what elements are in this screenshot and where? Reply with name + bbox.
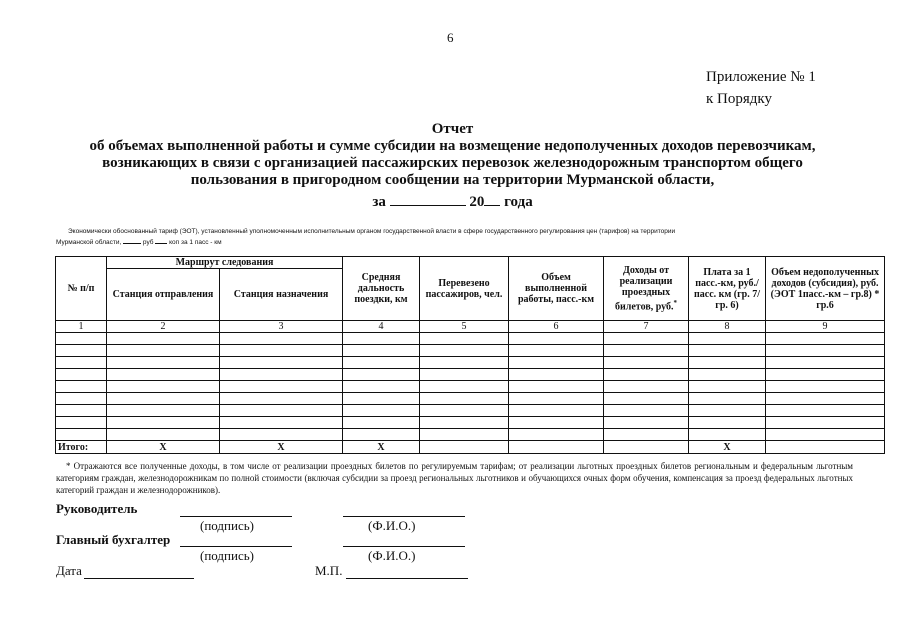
table-cell[interactable] (689, 393, 766, 405)
table-cell[interactable] (420, 381, 509, 393)
table-cell[interactable] (220, 393, 343, 405)
col-num-4: 4 (343, 321, 420, 333)
total-cell-5[interactable] (420, 441, 509, 454)
kop-blank[interactable] (155, 236, 167, 244)
header-station-from: Станция отправления (107, 269, 220, 321)
period-year-word: года (504, 194, 533, 210)
table-cell[interactable] (107, 333, 220, 345)
table-cell[interactable] (56, 345, 107, 357)
table-cell[interactable] (766, 369, 885, 381)
table-cell[interactable] (604, 333, 689, 345)
header-volume: Объем выполненной работы, пасс.-км (509, 257, 604, 321)
col-num-6: 6 (509, 321, 604, 333)
table-cell[interactable] (509, 417, 604, 429)
table-cell[interactable] (56, 381, 107, 393)
date-line[interactable] (84, 578, 194, 579)
table-cell[interactable] (220, 357, 343, 369)
date-label: Дата (56, 563, 82, 578)
table-cell[interactable] (604, 345, 689, 357)
annex-line-1: Приложение № 1 (706, 69, 816, 85)
accountant-name-caption: (Ф.И.О.) (368, 548, 416, 563)
table-cell[interactable] (604, 417, 689, 429)
table-cell[interactable] (689, 333, 766, 345)
table-cell[interactable] (766, 429, 885, 441)
annex-header (706, 66, 816, 110)
title-line-2: возникающих в связи с организацией пассажирских перевозок железнодорожным транспортом общего (102, 155, 803, 171)
title-line-3: пользования в пригородном сообщении на территории Мурманской области, (190, 172, 715, 188)
table-cell[interactable] (56, 393, 107, 405)
seal-line[interactable] (346, 578, 468, 579)
table-cell[interactable] (107, 345, 220, 357)
table-cell[interactable] (689, 381, 766, 393)
total-cell-3: Х (220, 441, 343, 454)
header-fee: Плата за 1 пасс.-км, руб./ пасс. км (гр. 7/гр. 6) (689, 257, 766, 321)
table-cell[interactable] (689, 357, 766, 369)
header-income (604, 257, 689, 321)
table-cell[interactable] (604, 429, 689, 441)
total-row (56, 441, 885, 454)
table-cell[interactable] (107, 417, 220, 429)
table-cell[interactable] (107, 357, 220, 369)
table-row (56, 417, 885, 429)
director-label: Руководитель (56, 501, 138, 516)
table-cell[interactable] (689, 429, 766, 441)
report-table (55, 256, 885, 454)
accountant-signature-line[interactable] (180, 546, 292, 547)
table-cell[interactable] (689, 405, 766, 417)
table-cell[interactable] (509, 333, 604, 345)
table-cell[interactable] (420, 333, 509, 345)
eot-note (56, 227, 846, 247)
table-cell[interactable] (509, 381, 604, 393)
table-row (56, 357, 885, 369)
table-cell[interactable] (689, 345, 766, 357)
table-cell[interactable] (220, 381, 343, 393)
table-row (56, 333, 885, 345)
total-cell-4: Х (343, 441, 420, 454)
table-cell[interactable] (604, 405, 689, 417)
period-za: за (372, 194, 386, 210)
col-num-8: 8 (689, 321, 766, 333)
table-cell[interactable] (220, 429, 343, 441)
table-row (56, 393, 885, 405)
table-cell[interactable] (420, 429, 509, 441)
title-period (0, 192, 905, 211)
table-cell[interactable] (56, 417, 107, 429)
header-income-mark: * (673, 298, 678, 307)
director-name-line[interactable] (343, 516, 465, 517)
table-cell[interactable] (107, 381, 220, 393)
table-cell[interactable] (420, 405, 509, 417)
table-cell[interactable] (689, 369, 766, 381)
table-row (56, 345, 885, 357)
header-num: № п/п (56, 257, 107, 321)
table-cell[interactable] (509, 429, 604, 441)
col-num-1: 1 (56, 321, 107, 333)
year-blank[interactable] (484, 192, 500, 206)
table-cell[interactable] (56, 369, 107, 381)
title-word: Отчет (431, 121, 474, 137)
col-num-2: 2 (107, 321, 220, 333)
header-passengers: Перевезено пассажиров, чел. (420, 257, 509, 321)
eot-kop: коп за 1 пасс - км (169, 239, 222, 246)
eot-rub: руб (142, 239, 154, 246)
table-cell[interactable] (509, 369, 604, 381)
accountant-signature-caption: (подпись) (200, 548, 254, 563)
total-label: Итого: (56, 441, 107, 454)
table-cell[interactable] (343, 381, 420, 393)
table-cell[interactable] (107, 393, 220, 405)
table-row (56, 429, 885, 441)
table-cell[interactable] (56, 405, 107, 417)
report-title (0, 121, 905, 211)
table-cell[interactable] (509, 405, 604, 417)
total-cell-7[interactable] (604, 441, 689, 454)
eot-region: Мурманской области, (56, 239, 122, 246)
rub-blank[interactable] (123, 236, 141, 244)
col-num-7: 7 (604, 321, 689, 333)
table-cell[interactable] (220, 369, 343, 381)
header-subsidy: Объем недополученных доходов (субсидия), руб. (ЭОТ 1пасс.-км – гр.8) * гр.6 (766, 257, 885, 321)
table-cell[interactable] (343, 429, 420, 441)
page-number: 6 (447, 30, 454, 45)
accountant-label: Главный бухгалтер (56, 532, 171, 547)
director-signature-line[interactable] (180, 516, 292, 517)
table-cell[interactable] (604, 369, 689, 381)
table-cell[interactable] (604, 357, 689, 369)
table-cell[interactable] (220, 405, 343, 417)
table-cell[interactable] (343, 333, 420, 345)
table-cell[interactable] (420, 417, 509, 429)
table-cell[interactable] (420, 357, 509, 369)
total-cell-8: Х (689, 441, 766, 454)
column-number-row (56, 321, 885, 333)
seal-label: М.П. (315, 563, 343, 578)
table-cell[interactable] (343, 405, 420, 417)
table-cell[interactable] (420, 369, 509, 381)
total-cell-9[interactable] (766, 441, 885, 454)
table-cell[interactable] (56, 429, 107, 441)
total-cell-6[interactable] (509, 441, 604, 454)
header-route: Маршрут следования (107, 257, 343, 269)
footnote-mark: * (66, 461, 71, 471)
col-num-3: 3 (220, 321, 343, 333)
header-income-text: Доходы от реализации проездных билетов, руб. (614, 264, 674, 313)
table-cell[interactable] (766, 417, 885, 429)
table-cell[interactable] (509, 345, 604, 357)
footnote-body (56, 460, 853, 496)
table-cell[interactable] (343, 369, 420, 381)
table-row (56, 405, 885, 417)
table-cell[interactable] (689, 417, 766, 429)
table-cell[interactable] (766, 345, 885, 357)
annex-line-2: к Порядку (706, 91, 772, 107)
header-station-to: Станция назначения (220, 269, 343, 321)
table-cell[interactable] (509, 393, 604, 405)
table-cell[interactable] (56, 333, 107, 345)
table-cell[interactable] (604, 381, 689, 393)
table-row (56, 381, 885, 393)
table-cell[interactable] (343, 417, 420, 429)
director-name-caption: (Ф.И.О.) (368, 518, 416, 533)
table-cell[interactable] (343, 393, 420, 405)
table-cell[interactable] (766, 405, 885, 417)
director-signature-caption: (подпись) (200, 518, 254, 533)
table-cell[interactable] (56, 357, 107, 369)
table-cell[interactable] (107, 405, 220, 417)
footnote-text: Отражаются все полученные доходы, в том числе от реализации проездных билетов по регулируемым тарифам; от реализации льготных проездных билетов региональным и федеральным льготным категориям граждан, железнодорожникам по полной стоимости (включая субсидии за проезд региональных льготников и обучающихся очных форм обучения, компенсация за проезд федеральных льготных категорий граждан и железнодорожников). (56, 461, 854, 495)
table-row (56, 369, 885, 381)
table-cell[interactable] (604, 393, 689, 405)
table-cell[interactable] (420, 393, 509, 405)
footnote (56, 460, 853, 496)
table-cell[interactable] (766, 357, 885, 369)
table-cell[interactable] (509, 357, 604, 369)
period-blank[interactable] (390, 192, 466, 206)
table-cell[interactable] (220, 345, 343, 357)
eot-line-2 (56, 236, 846, 247)
header-avg-distance: Средняя дальность поездки, км (343, 257, 420, 321)
table-cell[interactable] (766, 381, 885, 393)
title-line-1: об объемах выполненной работы и сумме субсидии на возмещение недополученных доходов перевозчикам, (89, 138, 816, 154)
accountant-name-line[interactable] (343, 546, 465, 547)
table-cell[interactable] (343, 357, 420, 369)
total-cell-2: Х (107, 441, 220, 454)
eot-line-1: Экономически обоснованный тариф (ЭОТ), установленный уполномоченным исполнительным органом государственной власти в сфере государственного регулирования цен (тарифов) на территории (68, 228, 676, 235)
col-num-5: 5 (420, 321, 509, 333)
table-cell[interactable] (220, 417, 343, 429)
empty-rows (56, 333, 885, 441)
table-cell[interactable] (220, 333, 343, 345)
table-cell[interactable] (420, 345, 509, 357)
table-cell[interactable] (343, 345, 420, 357)
table-cell[interactable] (107, 369, 220, 381)
period-year-prefix: 20 (469, 194, 485, 210)
table-cell[interactable] (766, 333, 885, 345)
table-cell[interactable] (766, 393, 885, 405)
col-num-9: 9 (766, 321, 885, 333)
table-cell[interactable] (107, 429, 220, 441)
